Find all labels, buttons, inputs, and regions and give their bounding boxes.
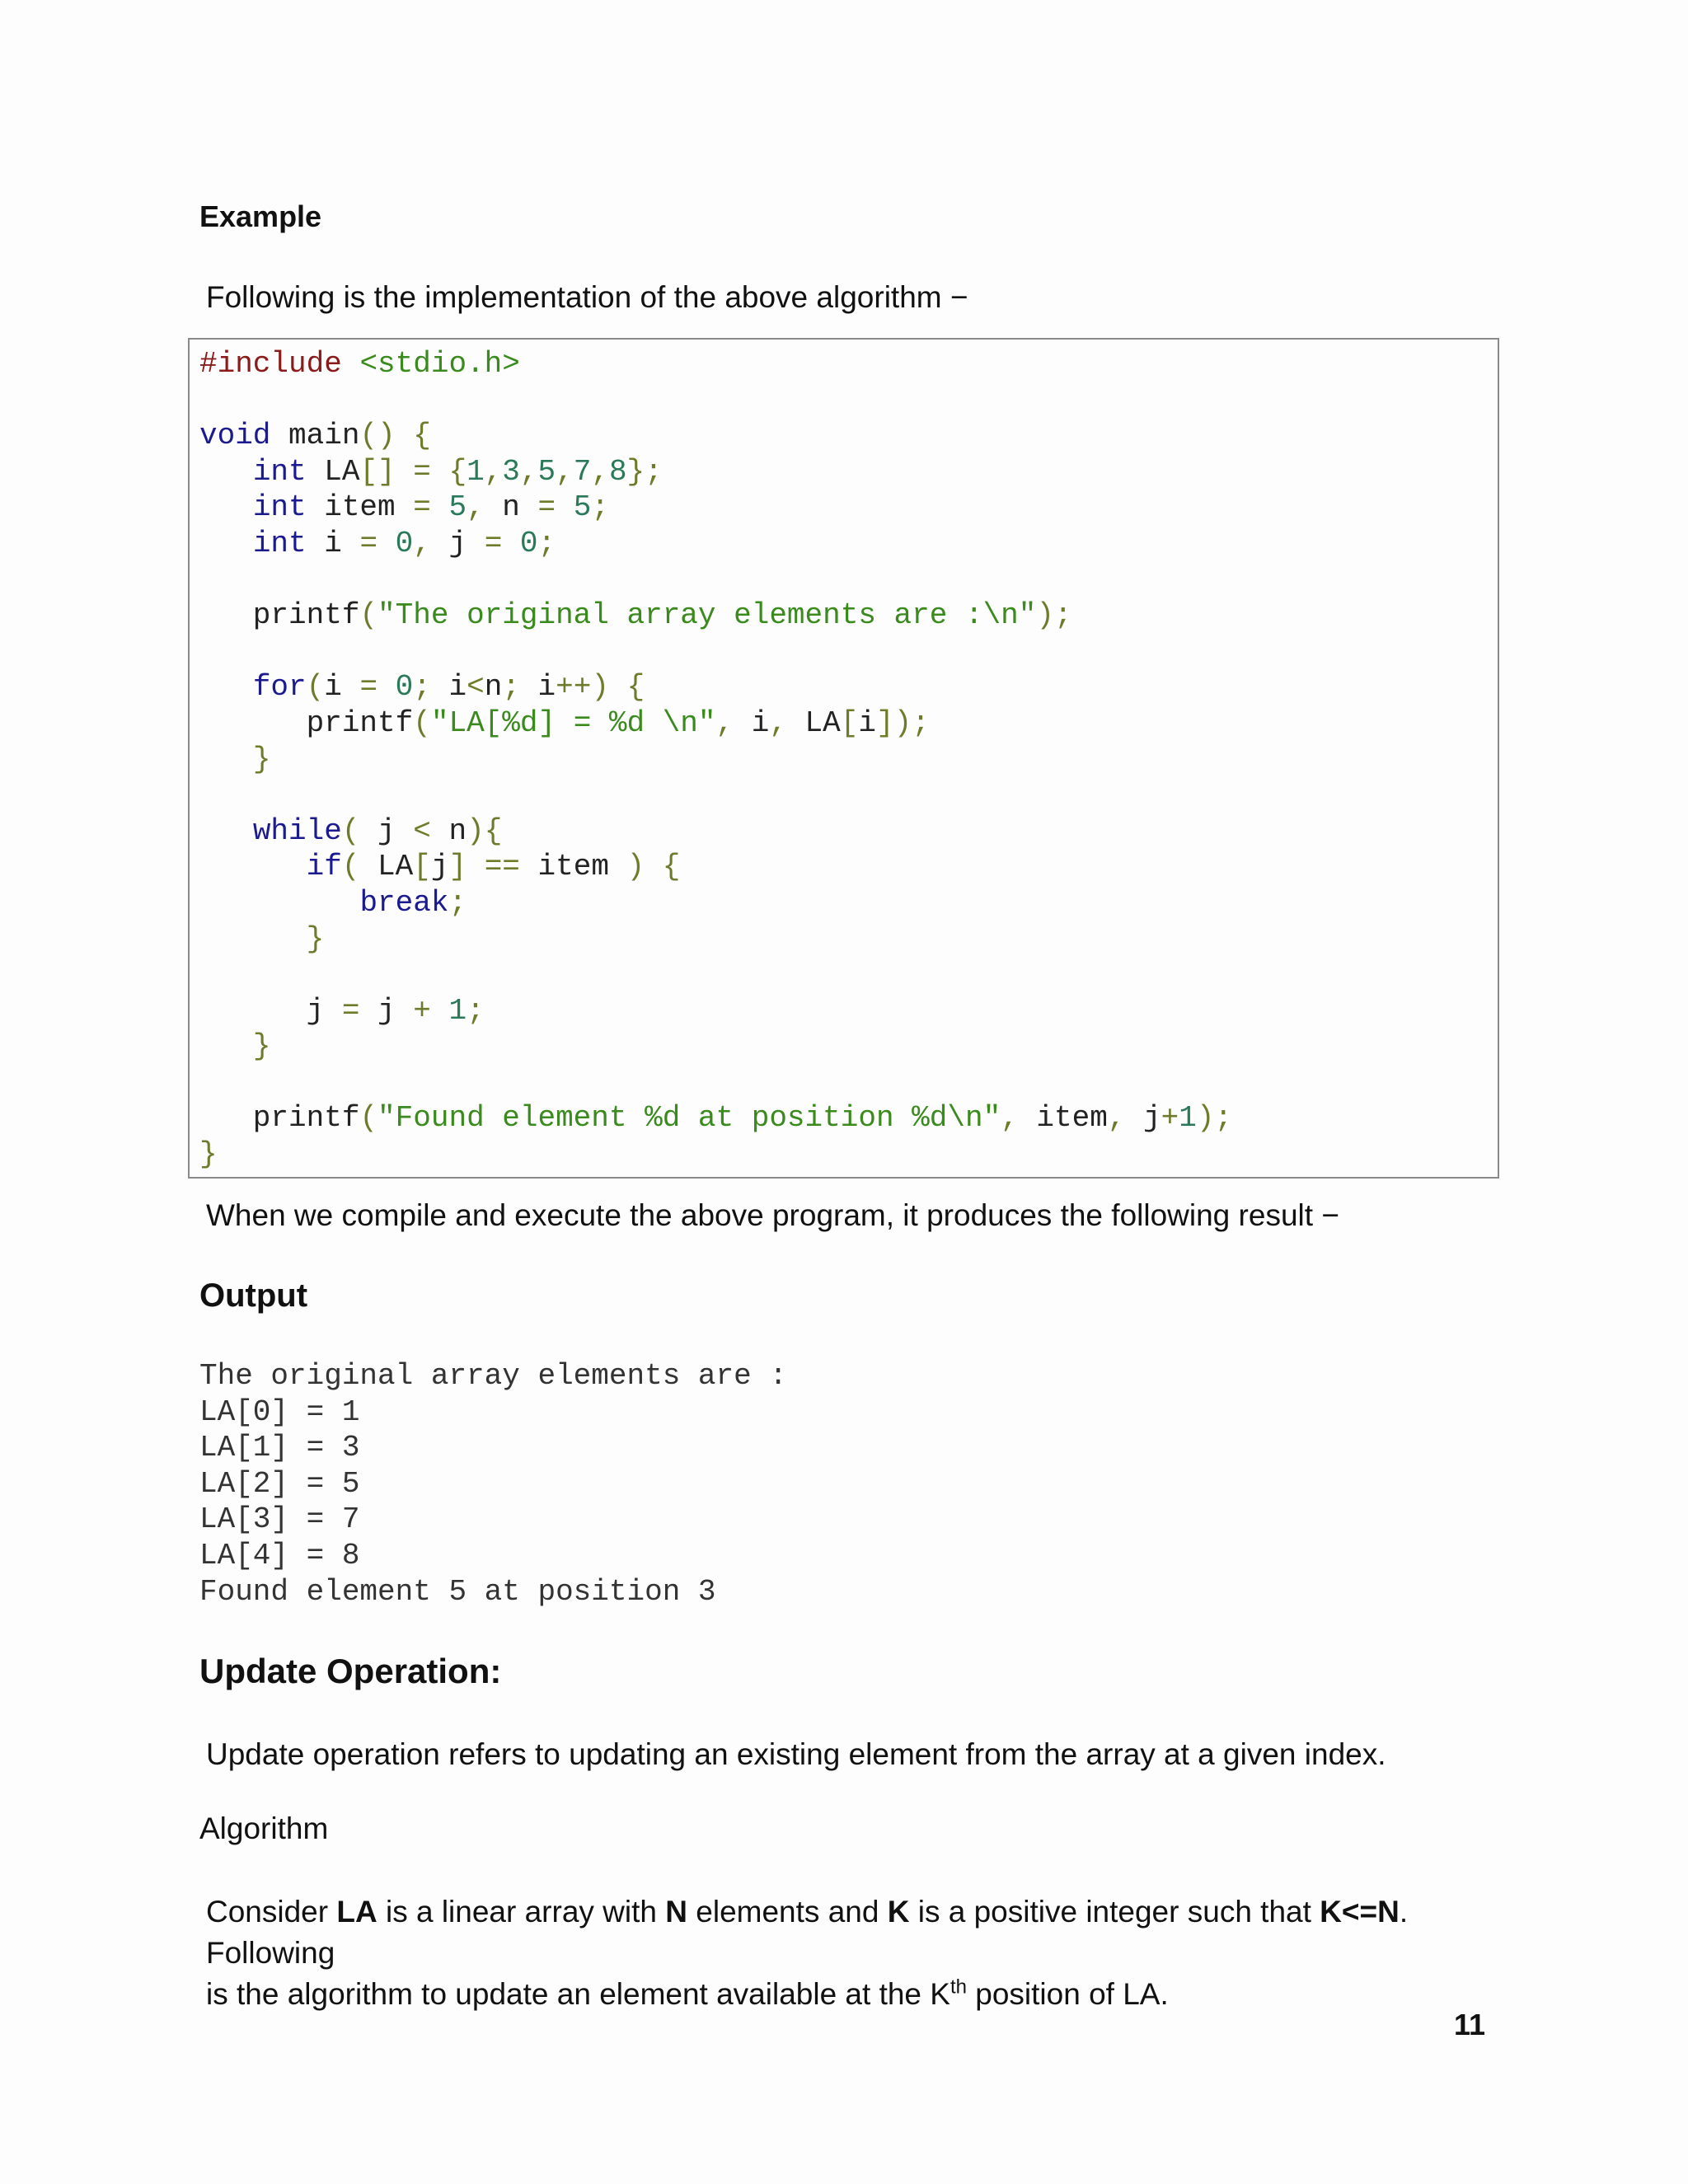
- code-token: for: [252, 670, 307, 705]
- compile-paragraph: When we compile and execute the above program, it produces the following result −: [206, 1198, 1339, 1232]
- code-token: );: [1036, 598, 1072, 633]
- code-line: [199, 527, 556, 560]
- code-token: }: [252, 1029, 271, 1064]
- code-token: ;: [591, 490, 609, 525]
- intro-paragraph: Following is the implementation of the above algorithm −: [206, 280, 968, 314]
- code-token: item: [1018, 1101, 1108, 1136]
- code-token: (: [359, 598, 378, 633]
- code-token: j: [430, 526, 485, 560]
- output-heading: Output: [199, 1277, 308, 1314]
- code-line: [199, 1137, 218, 1171]
- code-token: =: [537, 490, 556, 525]
- page-number: 11: [1454, 2008, 1486, 2041]
- code-token: 1: [1179, 1101, 1197, 1136]
- code-token: <stdio.h>: [359, 347, 520, 381]
- code-line: [199, 419, 431, 452]
- consider-line-2: [206, 1974, 1492, 2015]
- code-line: [199, 490, 609, 524]
- code-token: [: [413, 850, 431, 884]
- code-token: LA: [359, 850, 414, 884]
- code-token: (: [341, 850, 360, 884]
- code-token: (: [306, 670, 325, 705]
- code-token: 8: [608, 454, 627, 489]
- code-token: );: [1196, 1101, 1233, 1136]
- code-token: ;: [413, 670, 431, 705]
- code-line: [199, 850, 680, 883]
- code-token: };: [626, 454, 663, 489]
- code-token: j: [1125, 1101, 1161, 1136]
- code-token: 5: [573, 490, 592, 525]
- code-token: +: [1160, 1101, 1179, 1136]
- code-token: #include: [199, 347, 360, 381]
- code-token: 3: [502, 454, 520, 489]
- consider-text: elements and: [687, 1895, 888, 1929]
- code-token: item: [519, 850, 627, 884]
- code-line: [199, 455, 663, 489]
- code-token: [199, 814, 253, 848]
- code-token: LA: [786, 705, 841, 740]
- code-token: printf: [199, 598, 360, 633]
- code-token: printf: [199, 1101, 360, 1136]
- algorithm-label: Algorithm: [199, 1811, 329, 1845]
- code-token: =: [413, 490, 431, 525]
- code-token: "LA[%d] = %d \n": [430, 705, 716, 740]
- bold-n: N: [665, 1895, 687, 1929]
- consider-text: position of LA.: [966, 1977, 1169, 2011]
- code-token: main: [270, 419, 360, 453]
- code-line: [199, 886, 467, 920]
- code-token: LA: [306, 454, 360, 489]
- code-token: }: [252, 742, 271, 776]
- code-line: [199, 922, 324, 956]
- code-token: ,: [413, 526, 431, 560]
- code-token: 5: [448, 490, 467, 525]
- consider-line-1: [206, 1891, 1492, 1974]
- code-line: [199, 994, 485, 1028]
- bold-la: LA: [336, 1895, 377, 1929]
- code-line: [199, 670, 645, 704]
- code-token: ,: [467, 490, 485, 525]
- code-token: 7: [573, 454, 592, 489]
- code-token: [] = {: [359, 454, 467, 489]
- consider-text: is the algorithm to update an element available at the K: [206, 1977, 950, 2011]
- code-token: ]);: [875, 705, 930, 740]
- code-token: [199, 490, 253, 524]
- code-token: n: [484, 670, 503, 705]
- code-token: int: [252, 526, 307, 560]
- code-token: "The original array elements are :\n": [377, 598, 1037, 633]
- example-heading: Example: [199, 199, 322, 233]
- code-token: (: [341, 813, 360, 848]
- output-line: The original array elements are :: [199, 1359, 787, 1393]
- code-token: ++) {: [556, 670, 645, 705]
- code-token: [377, 527, 396, 560]
- code-token: [199, 743, 253, 776]
- code-token: 1: [467, 454, 485, 489]
- code-listing: [199, 346, 1232, 1173]
- code-token: +: [413, 993, 431, 1028]
- code-token: i: [734, 705, 770, 740]
- code-token: if: [306, 850, 342, 884]
- output-line: LA[3] = 7: [199, 1502, 360, 1537]
- code-token: ,: [1001, 1101, 1019, 1136]
- output-listing: [199, 1358, 787, 1610]
- code-token: 1: [448, 993, 467, 1028]
- code-token: ,: [556, 454, 574, 489]
- code-token: "Found element %d at position %d\n": [377, 1101, 1001, 1136]
- code-token: break: [359, 885, 449, 920]
- code-token: i: [324, 670, 360, 705]
- code-token: int: [252, 490, 307, 525]
- code-token: ;: [537, 526, 556, 560]
- code-token: ,: [1107, 1101, 1126, 1136]
- code-token: i: [430, 670, 467, 705]
- code-token: [199, 670, 253, 704]
- code-line: [199, 814, 502, 848]
- bold-k-le-n: K<=N: [1320, 1895, 1400, 1929]
- code-token: =: [484, 526, 503, 560]
- code-line: [199, 1101, 1232, 1135]
- code-token: j: [199, 993, 342, 1028]
- code-token: ,: [484, 454, 503, 489]
- code-token: [199, 886, 359, 920]
- code-token: void: [199, 419, 271, 453]
- code-token: =: [359, 670, 378, 705]
- code-token: =: [341, 993, 360, 1028]
- code-token: n: [430, 813, 467, 848]
- code-token: 0: [395, 526, 414, 560]
- code-token: j: [430, 850, 449, 884]
- code-token: [556, 490, 574, 524]
- code-token: [199, 455, 253, 489]
- code-token: ;: [448, 885, 467, 920]
- code-token: ] ==: [448, 850, 520, 884]
- code-token: <: [467, 670, 485, 705]
- code-token: ;: [467, 993, 485, 1028]
- code-token: i: [519, 670, 556, 705]
- code-line: [199, 743, 270, 776]
- code-token: [377, 670, 396, 704]
- code-token: () {: [359, 419, 431, 453]
- code-token: j: [359, 813, 414, 848]
- code-token: i: [306, 526, 360, 560]
- code-token: ,: [519, 454, 538, 489]
- code-block: [188, 338, 1499, 1179]
- code-token: }: [306, 921, 325, 956]
- code-line: [199, 1029, 270, 1063]
- code-token: int: [252, 454, 307, 489]
- code-token: ,: [591, 454, 609, 489]
- consider-text: Consider: [206, 1895, 337, 1929]
- code-token: ){: [467, 813, 503, 848]
- code-token: <: [413, 813, 431, 848]
- consider-paragraph: [206, 1891, 1492, 2015]
- output-line: Found element 5 at position 3: [199, 1574, 716, 1609]
- code-token: 0: [519, 526, 538, 560]
- output-line: LA[4] = 8: [199, 1538, 360, 1572]
- consider-text: is a linear array with: [377, 1895, 666, 1929]
- consider-text: is a positive integer such that: [909, 1895, 1320, 1929]
- update-operation-heading: Update Operation:: [199, 1652, 502, 1690]
- code-token: 0: [395, 670, 414, 705]
- code-token: }: [199, 1137, 218, 1172]
- output-line: LA[2] = 5: [199, 1466, 360, 1501]
- code-token: (: [359, 1101, 378, 1136]
- code-token: (: [413, 705, 431, 740]
- code-line: [199, 706, 930, 740]
- code-token: [199, 922, 307, 956]
- code-token: [199, 1029, 253, 1063]
- output-line: LA[1] = 3: [199, 1431, 360, 1465]
- code-token: [199, 527, 253, 560]
- code-token: [199, 850, 307, 883]
- code-token: [: [840, 705, 859, 740]
- bold-k: K: [887, 1895, 910, 1929]
- code-token: =: [359, 526, 378, 560]
- code-token: i: [858, 705, 876, 740]
- code-token: printf: [199, 705, 414, 740]
- code-token: item: [306, 490, 414, 525]
- update-paragraph: Update operation refers to updating an existing element from the array at a given index.: [206, 1737, 1386, 1771]
- code-token: ;: [502, 670, 520, 705]
- code-token: ) {: [626, 850, 681, 884]
- consider-text: . Following: [206, 1895, 1409, 1970]
- code-token: [502, 527, 520, 560]
- code-token: n: [484, 490, 538, 525]
- code-token: [431, 490, 449, 524]
- output-line: LA[0] = 1: [199, 1394, 360, 1429]
- code-token: while: [252, 813, 342, 848]
- code-token: [431, 994, 449, 1028]
- code-token: ,: [715, 705, 734, 740]
- code-token: j: [359, 993, 414, 1028]
- code-token: 5: [537, 454, 556, 489]
- code-token: ,: [769, 705, 787, 740]
- code-line: [199, 598, 1072, 632]
- code-line: [199, 347, 520, 381]
- superscript-th: th: [950, 1975, 967, 1999]
